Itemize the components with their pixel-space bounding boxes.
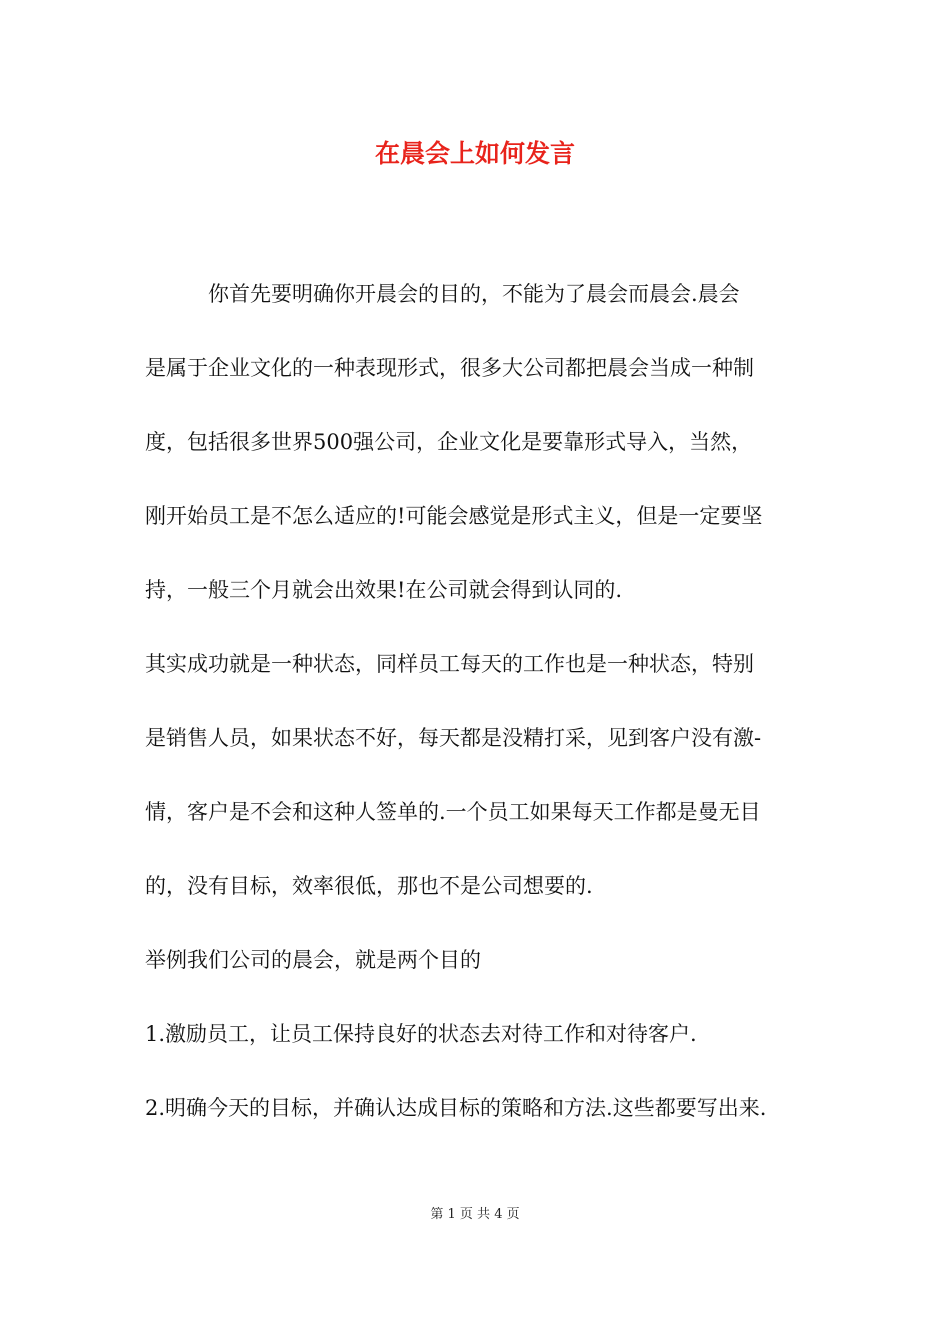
body-line-3: 度，包括很多世界500强公司，企业文化是要靠形式导入，当然， xyxy=(145,430,753,454)
body-line-8: 情，客户是不会和这种人签单的.一个员工如果每天工作都是曼无目 xyxy=(145,800,761,824)
body-line-9: 的，没有目标，效率很低，那也不是公司想要的. xyxy=(145,874,593,898)
body-line-7: 是销售人员，如果状态不好，每天都是没精打采，见到客户没有激- xyxy=(145,726,762,750)
body-line-2: 是属于企业文化的一种表现形式，很多大公司都把晨会当成一种制 xyxy=(145,356,754,380)
body-line-5: 持，一般三个月就会出效果!在公司就会得到认同的. xyxy=(145,578,623,602)
body-line-12: 2.明确今天的目标，并确认达成目标的策略和方法.这些都要写出来. xyxy=(145,1096,767,1120)
body-line-11: 1.激励员工，让员工保持良好的状态去对待工作和对待客户. xyxy=(145,1022,697,1046)
body-line-10: 举例我们公司的晨会，就是两个目的 xyxy=(145,948,481,972)
body-line-6: 其实成功就是一种状态，同样员工每天的工作也是一种状态，特别 xyxy=(145,652,754,676)
document-title: 在晨会上如何发言 xyxy=(374,139,575,168)
body-line-4: 刚开始员工是不怎么适应的!可能会感觉是形式主义，但是一定要坚 xyxy=(145,504,763,528)
page-footer: 第 1 页 共 4 页 xyxy=(430,1207,520,1222)
body-line-1: 你首先要明确你开晨会的目的，不能为了晨会而晨会.晨会 xyxy=(145,282,740,306)
